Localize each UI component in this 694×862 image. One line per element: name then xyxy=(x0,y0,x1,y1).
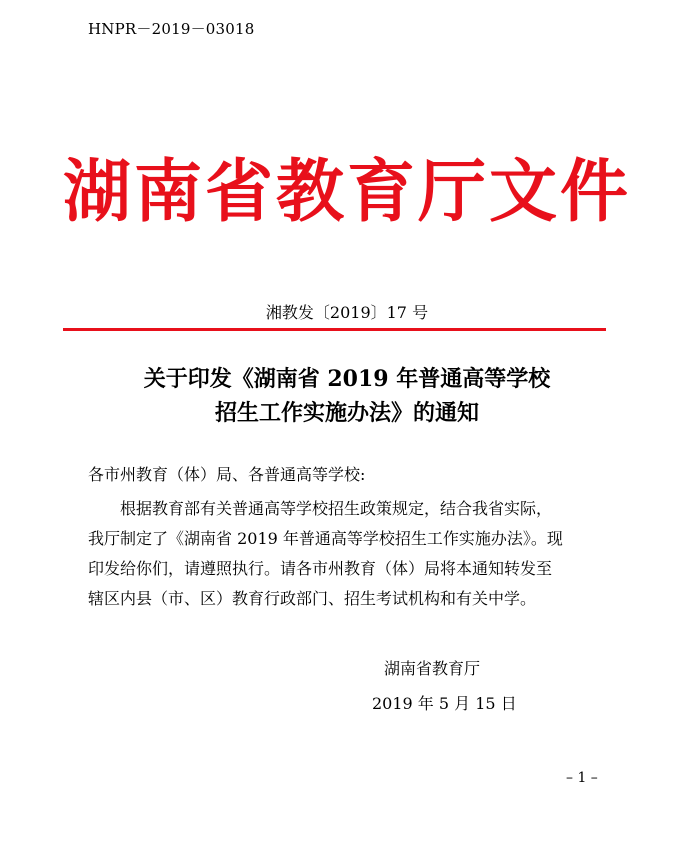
issue-date: 2019 年 5 月 15 日 xyxy=(372,694,517,713)
body-line-2: 我厅制定了《湖南省 2019 年普通高等学校招生工作实施办法》。现 xyxy=(88,529,563,548)
body-paragraph xyxy=(88,494,608,614)
salutation: 各市州教育（体）局、各普通高等学校: xyxy=(88,465,366,484)
issuing-authority: 湖南省教育厅 xyxy=(384,659,481,678)
document-title xyxy=(0,362,694,430)
body-line-4: 辖区内县（市、区）教育行政部门、招生考试机构和有关中学。 xyxy=(88,589,537,608)
document-masthead: 湖南省教育厅文件 xyxy=(62,152,631,232)
title-line-1: 关于印发《湖南省 2019 年普通高等学校 xyxy=(143,366,551,392)
document-code: HNPR－2019－03018 xyxy=(88,20,255,38)
title-line-2: 招生工作实施办法》的通知 xyxy=(214,400,479,426)
page-number: – 1 – xyxy=(566,770,598,786)
body-line-1: 根据教育部有关普通高等学校招生政策规定，结合我省实际， xyxy=(120,499,553,518)
red-divider-line xyxy=(63,328,606,331)
body-line-3: 印发给你们，请遵照执行。请各市州教育（体）局将本通知转发至 xyxy=(88,559,553,578)
document-number: 湘教发〔2019〕17 号 xyxy=(265,303,429,322)
